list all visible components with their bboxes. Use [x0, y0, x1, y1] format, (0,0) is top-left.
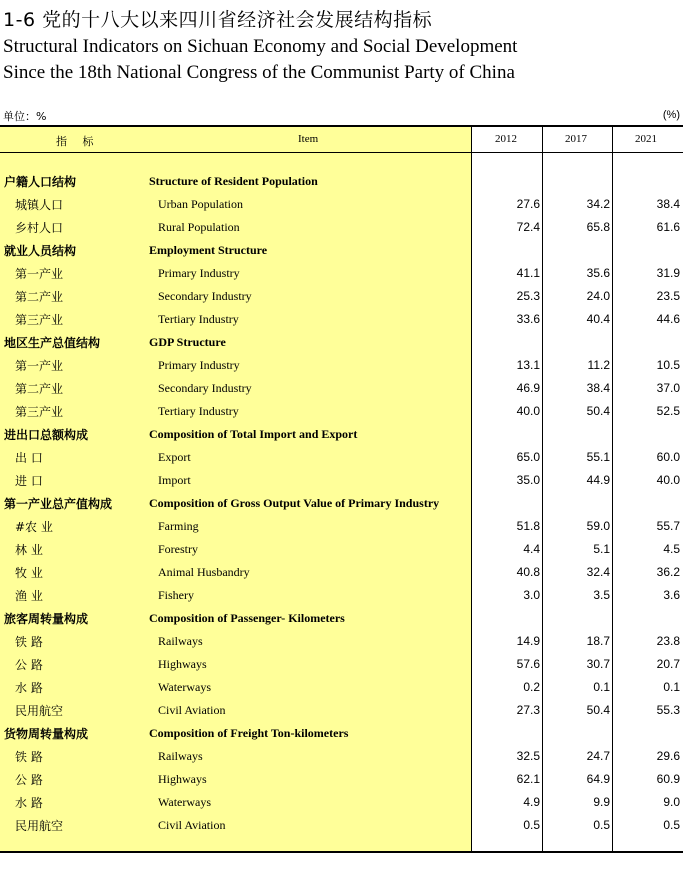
table-row [0, 261, 683, 284]
value-2021: 37.0 [656, 381, 680, 395]
table-top-rule [0, 125, 683, 127]
header-year-2021: 2021 [635, 133, 657, 145]
value-2021: 44.6 [656, 312, 680, 326]
item-en: Civil Aviation [158, 703, 226, 717]
item-en: Secondary Industry [158, 289, 252, 303]
value-2021: 60.9 [656, 772, 680, 786]
indicator-cn: 民用航空 [15, 819, 64, 833]
indicator-cn: 公 路 [15, 658, 43, 672]
value-2012: 14.9 [516, 634, 540, 648]
value-2021: 55.7 [656, 519, 680, 533]
value-2017: 9.9 [593, 795, 610, 809]
indicator-cn: 第二产业 [15, 382, 64, 396]
value-2021: 3.6 [663, 588, 680, 602]
table-row [0, 215, 683, 238]
item-en: Fishery [158, 588, 194, 602]
table-row [0, 767, 683, 790]
page-title-cn: 1-6 党的十八大以来四川省经济社会发展结构指标 [3, 9, 433, 31]
value-2012: 4.9 [523, 795, 540, 809]
item-en: Composition of Total Import and Export [149, 427, 358, 441]
value-2021: 55.3 [656, 703, 680, 717]
value-2012: 35.0 [516, 473, 540, 487]
table-row [0, 192, 683, 215]
value-2017: 65.8 [586, 220, 610, 234]
indicator-cn: 旅客周转量构成 [4, 612, 89, 626]
value-2012: 51.8 [516, 519, 540, 533]
value-2021: 38.4 [656, 197, 680, 211]
section-row [0, 721, 683, 744]
item-en: Civil Aviation [158, 818, 226, 832]
indicator-cn: 水 路 [15, 796, 43, 810]
value-2012: 4.4 [523, 542, 540, 556]
value-2021: 20.7 [656, 657, 680, 671]
value-2017: 55.1 [586, 450, 610, 464]
value-2012: 46.9 [516, 381, 540, 395]
table-row [0, 284, 683, 307]
value-2017: 18.7 [586, 634, 610, 648]
value-2021: 31.9 [656, 266, 680, 280]
indicator-table [0, 125, 683, 853]
item-en: Composition of Passenger- Kilometers [149, 611, 345, 625]
value-2012: 33.6 [516, 312, 540, 326]
item-en: Composition of Freight Ton-kilometers [149, 726, 349, 740]
page-title-en-line2: Since the 18th National Congress of the Communist Party of China [3, 62, 515, 83]
item-en: GDP Structure [149, 335, 226, 349]
table-row [0, 629, 683, 652]
item-en: Tertiary Industry [158, 404, 239, 418]
indicator-cn: 货物周转量构成 [4, 727, 89, 741]
table-row [0, 514, 683, 537]
value-2012: 57.6 [516, 657, 540, 671]
header-year-2012: 2012 [495, 133, 517, 145]
value-2021: 36.2 [656, 565, 680, 579]
table-row [0, 813, 683, 836]
value-2017: 35.6 [586, 266, 610, 280]
value-2017: 11.2 [587, 358, 610, 372]
item-en: Railways [158, 634, 203, 648]
indicator-cn: 牧 业 [15, 566, 43, 580]
item-en: Structure of Resident Population [149, 174, 318, 188]
value-2012: 0.2 [523, 680, 540, 694]
value-2017: 40.4 [586, 312, 610, 326]
value-2012: 27.3 [516, 703, 540, 717]
indicator-cn: 进 口 [15, 474, 43, 488]
value-2012: 0.5 [523, 818, 540, 832]
indicator-cn: 第一产业 [15, 267, 64, 281]
item-en: Farming [158, 519, 199, 533]
value-2021: 60.0 [656, 450, 680, 464]
table-row [0, 744, 683, 767]
unit-label-cn: 单位：% [3, 110, 47, 123]
value-2017: 59.0 [586, 519, 610, 533]
value-2012: 13.1 [516, 358, 540, 372]
indicator-cn: 公 路 [15, 773, 43, 787]
table-row [0, 698, 683, 721]
table-row [0, 307, 683, 330]
value-2017: 24.7 [586, 749, 610, 763]
value-2012: 41.1 [516, 266, 540, 280]
section-row [0, 422, 683, 445]
table-row [0, 790, 683, 813]
value-2012: 62.1 [516, 772, 540, 786]
indicator-cn: #农 业 [15, 520, 53, 534]
table-bottom-rule [0, 851, 683, 853]
table-header-rule [0, 152, 683, 153]
value-2021: 29.6 [656, 749, 680, 763]
indicator-cn: 渔 业 [15, 589, 43, 603]
section-row [0, 491, 683, 514]
indicator-cn: 铁 路 [15, 635, 43, 649]
item-en: Highways [158, 657, 207, 671]
value-2017: 34.2 [586, 197, 610, 211]
value-2021: 23.8 [656, 634, 680, 648]
item-en: Import [158, 473, 191, 487]
value-2017: 30.7 [586, 657, 610, 671]
value-2017: 38.4 [586, 381, 610, 395]
value-2012: 65.0 [516, 450, 540, 464]
section-row [0, 606, 683, 629]
item-en: Composition of Gross Output Value of Primary Industry [149, 496, 440, 510]
item-en: Rural Population [158, 220, 240, 234]
value-2012: 72.4 [516, 220, 540, 234]
indicator-cn: 进出口总额构成 [4, 428, 89, 442]
item-en: Railways [158, 749, 203, 763]
value-2012: 40.0 [516, 404, 540, 418]
indicator-cn: 第一产业总产值构成 [4, 497, 113, 511]
header-item: Item [298, 133, 319, 145]
indicator-cn: 第三产业 [15, 405, 64, 419]
section-row [0, 169, 683, 192]
value-2017: 5.1 [593, 542, 610, 556]
value-2021: 4.5 [663, 542, 680, 556]
indicator-cn: 水 路 [15, 681, 43, 695]
value-2012: 40.8 [516, 565, 540, 579]
table-row [0, 560, 683, 583]
value-2017: 24.0 [586, 289, 610, 303]
item-en: Waterways [158, 795, 212, 809]
header-indicator: 指 标 [56, 135, 100, 148]
value-2017: 32.4 [586, 565, 610, 579]
value-2021: 23.5 [656, 289, 680, 303]
value-2017: 0.5 [593, 818, 610, 832]
table-row [0, 399, 683, 422]
indicator-cn: 城镇人口 [15, 198, 64, 212]
indicator-cn: 第一产业 [15, 359, 64, 373]
value-2012: 27.6 [516, 197, 540, 211]
item-en: Export [158, 450, 191, 464]
value-2021: 40.0 [656, 473, 680, 487]
value-2017: 44.9 [586, 473, 610, 487]
item-en: Secondary Industry [158, 381, 252, 395]
unit-label-en: (%) [662, 109, 680, 121]
item-en: Highways [158, 772, 207, 786]
item-en: Waterways [158, 680, 212, 694]
indicator-cn: 铁 路 [15, 750, 43, 764]
item-en: Animal Husbandry [158, 565, 250, 579]
section-row [0, 330, 683, 353]
table-row [0, 652, 683, 675]
indicator-cn: 第二产业 [15, 290, 64, 304]
value-2021: 0.1 [663, 680, 680, 694]
item-en: Primary Industry [158, 358, 240, 372]
item-en: Tertiary Industry [158, 312, 239, 326]
value-2012: 25.3 [516, 289, 540, 303]
value-2012: 3.0 [523, 588, 540, 602]
indicator-cn: 林 业 [15, 543, 43, 557]
table-row [0, 583, 683, 606]
indicator-cn: 出 口 [15, 451, 43, 465]
indicator-cn: 户籍人口结构 [4, 175, 77, 189]
table-row [0, 376, 683, 399]
indicator-cn: 乡村人口 [15, 221, 64, 235]
header-year-2017: 2017 [565, 133, 587, 145]
item-en: Employment Structure [149, 243, 268, 257]
value-2021: 10.5 [656, 358, 680, 372]
value-2021: 52.5 [656, 404, 680, 418]
value-2017: 50.4 [586, 703, 610, 717]
value-2017: 3.5 [593, 588, 610, 602]
table-row [0, 468, 683, 491]
item-en: Forestry [158, 542, 198, 556]
value-2017: 0.1 [593, 680, 610, 694]
value-2017: 64.9 [586, 772, 610, 786]
table-row [0, 353, 683, 376]
value-2021: 0.5 [663, 818, 680, 832]
value-2021: 9.0 [663, 795, 680, 809]
section-row [0, 238, 683, 261]
value-2021: 61.6 [656, 220, 680, 234]
indicator-cn: 民用航空 [15, 704, 64, 718]
table-row [0, 675, 683, 698]
page-title-en-line1: Structural Indicators on Sichuan Economy and Social Development [3, 36, 518, 57]
indicator-cn: 地区生产总值结构 [4, 336, 101, 350]
value-2017: 50.4 [586, 404, 610, 418]
table-row [0, 537, 683, 560]
indicator-cn: 第三产业 [15, 313, 64, 327]
table-row [0, 445, 683, 468]
value-2012: 32.5 [516, 749, 540, 763]
item-en: Primary Industry [158, 266, 240, 280]
indicator-cn: 就业人员结构 [4, 244, 77, 258]
item-en: Urban Population [158, 197, 243, 211]
